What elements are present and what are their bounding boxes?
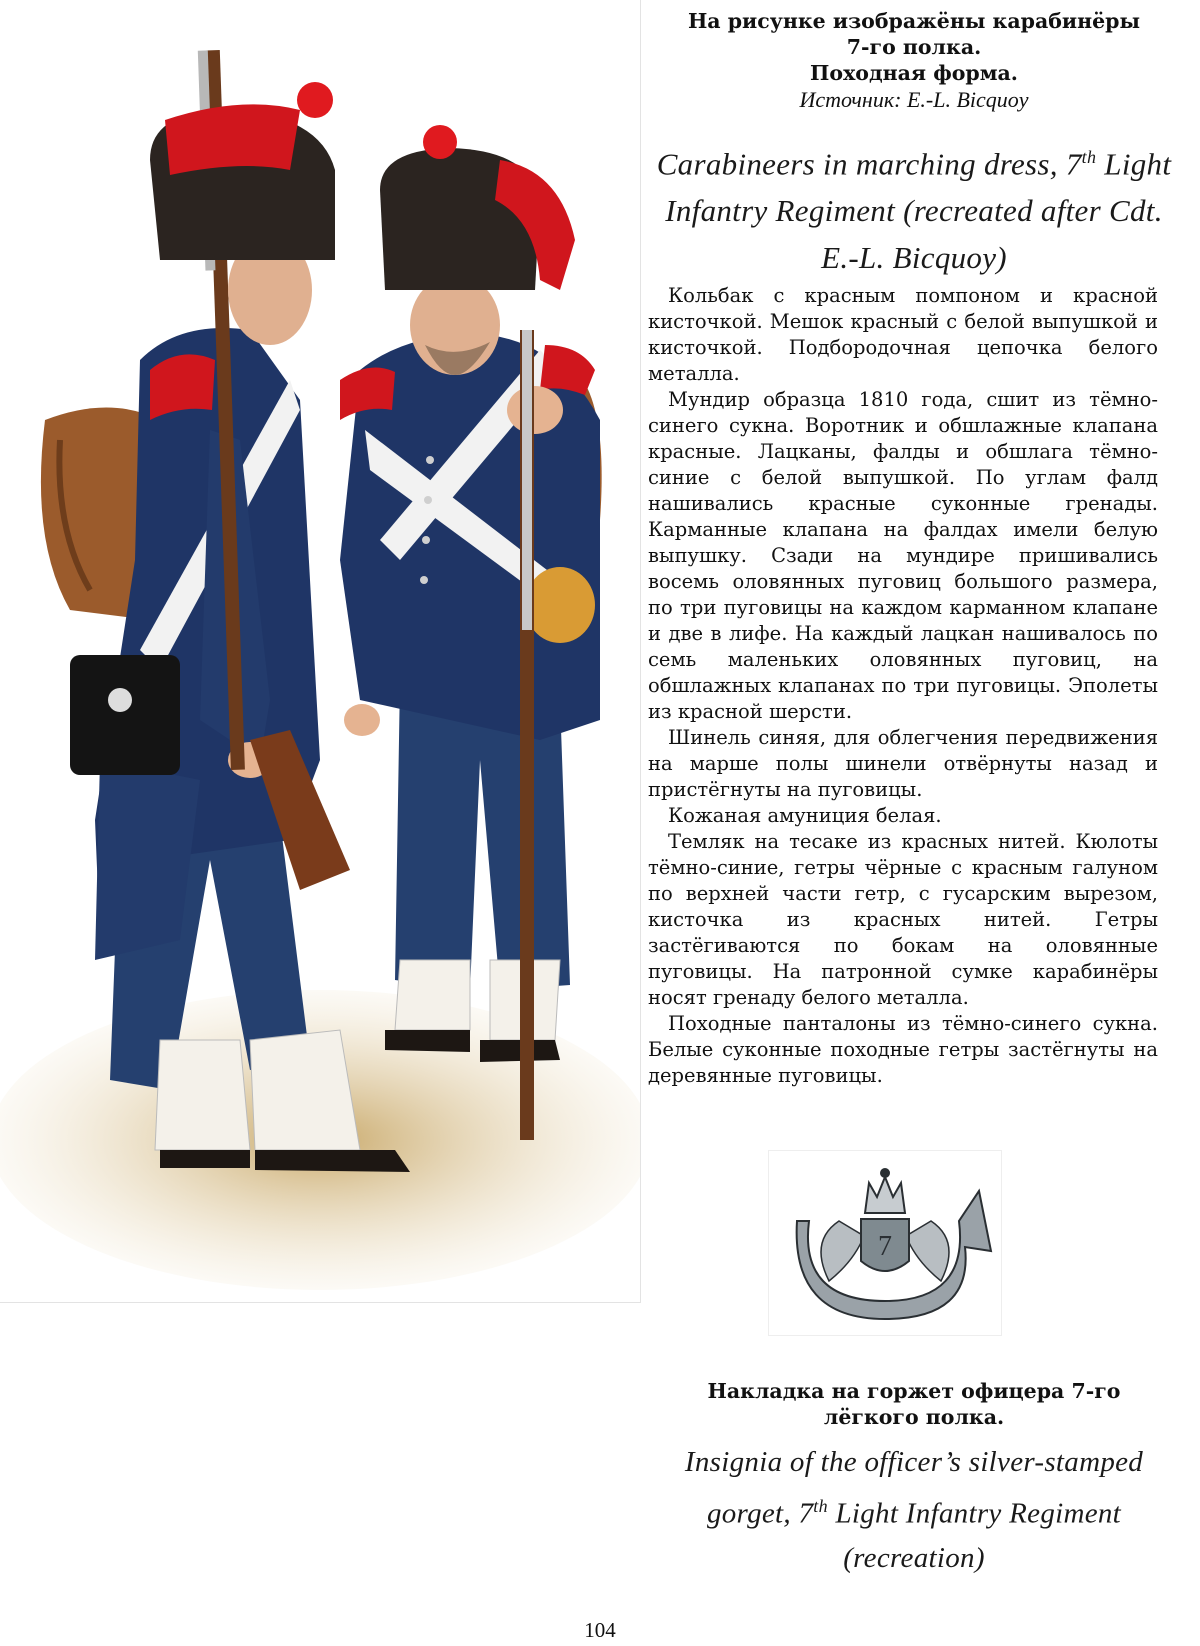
top-caption (648, 8, 1180, 281)
page-number: 104 (584, 1618, 616, 1642)
english-caption-text: Light Infantry Regiment (recreated after Cdt. E.-L. Bicquoy) (665, 146, 1172, 276)
paragraph: Кольбак с красным помпоном и красной кисточкой. Мешок красный с белой выпушкой и кисточкой. Подбородочная цепочка белого металла. (648, 284, 1158, 385)
paragraph: Темляк на тесаке из красных нитей. Кюлоты тёмно-синие, гетры чёрные с красным галуном по верхней части гетр, с гусарским вырезом, кисточка из красных нитей. Гетры застёгиваются по бокам на оловянные пуговицы. На патронной сумке карабинёры носят гренаду белого металла. (648, 830, 1158, 1009)
ordinal-suffix: th (1081, 147, 1097, 167)
carabineers-illustration (0, 0, 641, 1303)
english-caption (648, 134, 1180, 281)
carabineers-watercolor-illustration (0, 0, 640, 1302)
ordinal-suffix: th (813, 1496, 828, 1516)
hunting-horn-crown-insignia-icon (769, 1151, 1001, 1335)
uniform-description (648, 283, 1158, 1089)
english-caption-text: Light Infantry Regiment (recreation) (827, 1497, 1122, 1574)
source-credit: Источник: E.-L. Bicquoy (799, 87, 1029, 112)
english-caption (648, 1440, 1180, 1580)
caption-line: На рисунке изображёны карабинёры (687, 9, 1141, 33)
paragraph: Кожаная амуниция белая. (668, 804, 942, 827)
caption-line: Накладка на горжет офицера 7-го (707, 1379, 1121, 1403)
gorget-insignia (768, 1150, 1002, 1336)
caption-line: лёгкого полка. (823, 1405, 1005, 1429)
right-soldier (340, 125, 602, 1140)
english-caption-text: Insignia of the officer’s silver-stamped gorget, 7 (684, 1446, 1144, 1530)
bottom-caption (648, 1378, 1180, 1580)
caption-line: Походная форма. (810, 61, 1018, 85)
paragraph: Шинель синяя, для облегчения передвижения на марше полы шинели отвёрнуты назад и пристёгнуты на пуговицы. (648, 726, 1158, 801)
caption-line: 7-го полка. (846, 35, 982, 59)
paragraph: Походные панталоны из тёмно-синего сукна. Белые суконные походные гетры застёгнуты на деревянные пуговицы. (648, 1012, 1158, 1087)
english-caption-text: Carabineers in marching dress, 7 (656, 146, 1082, 182)
regiment-numeral: 7 (878, 1231, 892, 1262)
paragraph: Мундир образца 1810 года, сшит из тёмно-синего сукна. Воротник и обшлажные клапана красные. Лацканы, фалды и обшлага тёмно-синие с белой выпушкой. По углам фалд нашивались красные суконные гренады. Карманные клапана на фалдах имели белую выпушку. Сзади на мундире пришивались восемь оловянных пуговиц большого размера, по три пуговицы на каждом карманном клапане и две в лифе. На каждый лацкан нашивалось по семь маленьких оловянных пуговиц, на обшлажных клапанах по три пуговицы. Эполеты из красной шерсти. (648, 388, 1158, 723)
